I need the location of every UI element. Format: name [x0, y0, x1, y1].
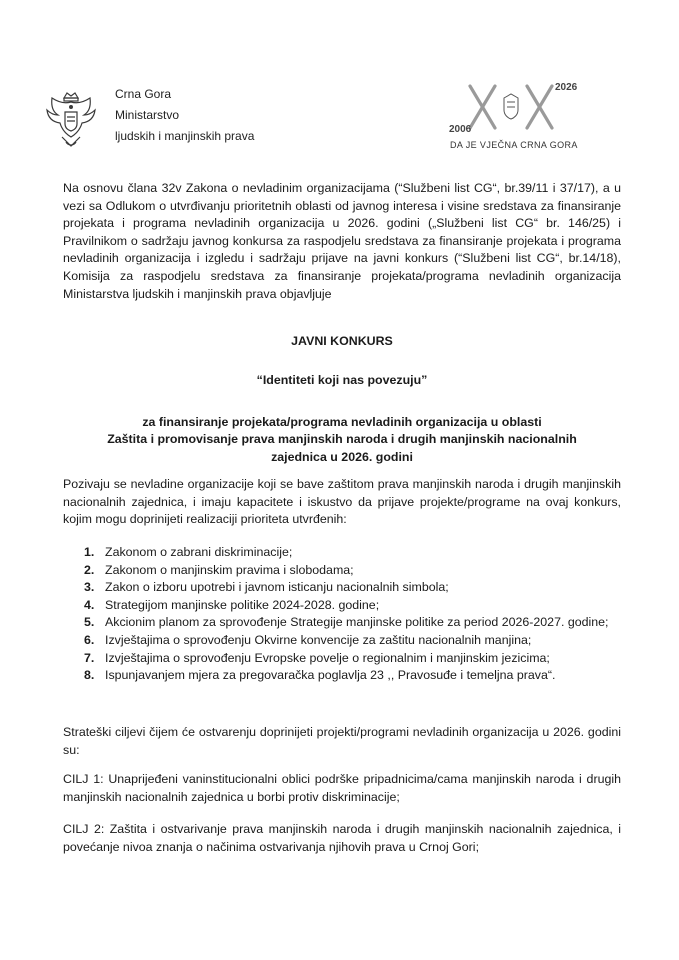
contest-subject — [63, 414, 621, 466]
list-item — [84, 597, 621, 615]
list-item-text: Izvještajima o sprovođenju Evropske povelje o regionalnim i manjinskim jezicima; — [105, 650, 550, 665]
list-item — [84, 614, 621, 632]
list-item — [84, 632, 621, 650]
list-item-number: 5. — [84, 615, 95, 630]
ministry-line-2: ljudskih i manjinskih prava — [115, 129, 255, 143]
list-item-text: Ispunjavanjem mjera za pregovaračka poglavlja 23 ,, Pravosuđe i temeljna prava“. — [105, 668, 556, 683]
legal-basis-paragraph: Na osnovu člana 32v Zakona o nevladinim organizacijama (“Službeni list CG“, br.39/11 i 37/17), a u vezi sa Odlukom o utvrđivanju prioritetnih oblasti od javnog interesa i visine sredstava za finansiranje projekata i programa nevladinih organizacija u 2026. godini („Službeni list CG“ br. 146/25) i Pravilnikom o sadržaju javnog konkursa za raspodjelu sredstava za finansiranje projekata i programa nevladinih organizacija i izgledu i sadržaju prijave na javni konkurs (“Službeni list CG“, br.14/18), Komisija za raspodjelu sredstava za finansiranje projekata/programa nevladinih organizacija Ministarstva ljudskih i manjinskih prava objavljuje — [63, 181, 621, 301]
coat-of-arms-icon — [42, 90, 100, 152]
list-item-text: Zakon o izboru upotrebi i javnom isticanju nacionalnih simbola; — [105, 580, 449, 595]
jubilee-motto: DA JE VJEČNA CRNA GORA — [450, 140, 578, 150]
list-item-text: Zakonom o zabrani diskriminacije; — [105, 545, 293, 559]
list-item-text: Strategijom manjinske politike 2024-2028. godine; — [105, 597, 380, 612]
list-item — [84, 579, 621, 597]
list-item-text: Izvještajima o sprovođenju Okvirne konvencije za zaštitu nacionalnih manjina; — [105, 632, 532, 647]
jubilee-logo — [435, 78, 595, 148]
list-item-text: Zakonom o manjinskim pravima i slobodama; — [105, 562, 354, 577]
list-item-number: 4. — [84, 597, 95, 612]
country-name: Crna Gora — [115, 87, 172, 101]
jubilee-year-start: 2006 — [449, 124, 472, 135]
goal-1: CILJ 1: Unaprijeđeni vaninstitucionalni oblici podrške pripadnicima/cama manjinskih naroda i drugih manjinskih nacionalnih zajednica u borbi protiv diskriminacije; — [63, 772, 621, 804]
contest-subject-line-1: za finansiranje projekata/programa nevladinih organizacija u oblasti — [142, 415, 542, 429]
jubilee-year-end: 2026 — [555, 82, 578, 93]
contest-subject-line-3: zajednica u 2026. godini — [271, 449, 413, 464]
list-item-number: 2. — [84, 562, 95, 577]
invitation-paragraph: Pozivaju se nevladine organizacije koji se bave zaštitom prava manjinskih naroda i drugih manjinskih nacionalnih zajednica, i imaju kapacitete i iskustvo da prijave projekte/programe na ovaj konkurs, kojim mogu doprinijeti realizaciji prioriteta utvrđenih: — [63, 477, 621, 527]
ministry-line-1: Ministarstvo — [115, 108, 180, 122]
list-item-number: 7. — [84, 650, 95, 665]
letterhead — [40, 78, 640, 148]
contest-subject-line-2: Zaštita i promovisanje prava manjinskih naroda i drugih manjinskih nacionalnih — [107, 432, 577, 447]
priorities-list — [84, 544, 621, 685]
list-item-number: 1. — [84, 545, 95, 559]
strategic-goals-intro: Strateški ciljevi čijem će ostvarenju doprinijeti projekti/programi nevladinih organizacija u 2026. godini su: — [63, 725, 621, 757]
list-item — [84, 667, 621, 685]
document-heading: JAVNI KONKURS — [291, 334, 393, 348]
ministry-name — [115, 84, 254, 147]
list-item — [84, 650, 621, 668]
list-item-number: 6. — [84, 632, 95, 647]
list-item-text: Akcionim planom za sprovođenje Strategije manjinske politike za period 2026-2027. godine; — [105, 615, 609, 630]
contest-motto: “Identiteti koji nas povezuju” — [256, 373, 428, 387]
list-item-number: 3. — [84, 580, 95, 595]
list-item — [84, 562, 621, 580]
list-item-number: 8. — [84, 668, 95, 683]
goal-2: CILJ 2: Zaštita i ostvarivanje prava manjinskih naroda i drugih manjinskih nacionalnih zajednica, i povećanje nivoa znanja o načinima ostvarivanja njihovih prava u Crnoj Gori; — [63, 822, 621, 854]
list-item — [84, 544, 621, 562]
